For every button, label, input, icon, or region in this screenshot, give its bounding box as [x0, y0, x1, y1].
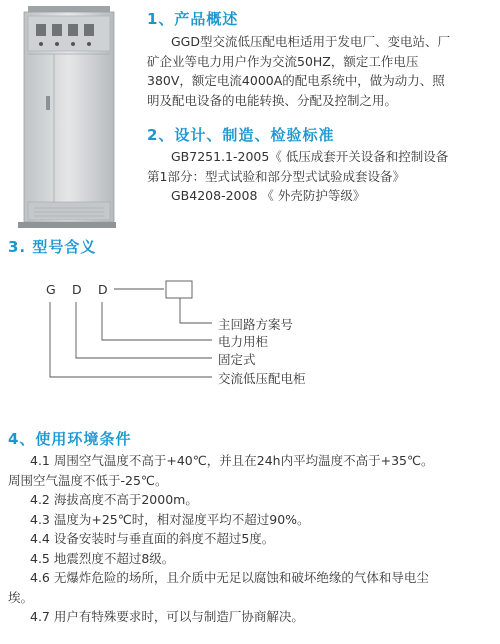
- model-diagram: [0, 280, 500, 395]
- text-line: GB7251.1-2005《 低压成套开关设备和控制设备: [171, 149, 449, 164]
- section4-title: 4、使用环境条件: [8, 430, 132, 448]
- model-label-power: 电力用柜: [218, 334, 269, 349]
- text-line: 4.7 用户有特殊要求时，可以与制造厂协商解决。: [30, 609, 304, 624]
- model-char-d1: D: [72, 282, 82, 297]
- text-line: 明及配电设备的电能转换、分配及控制之用。: [147, 92, 398, 108]
- model-label-circuit: 主回路方案号: [218, 317, 294, 332]
- section2-body: [147, 147, 448, 206]
- text-line: 矿企业等电力用户作为交流50HZ，额定工作电压: [147, 53, 419, 69]
- section1-title: 1、产品概述: [147, 10, 239, 28]
- text-line: 第1部分：型式试验和部分型式试验成套设备》: [147, 168, 405, 184]
- text-line: 4.3 温度为+25℃时，相对湿度平均不超过90%。: [30, 511, 310, 527]
- cabinet-image: [18, 6, 116, 228]
- text-line: 埃。: [8, 589, 34, 605]
- text-line: 4.4 设备安装时与垂直面的斜度不超过5度。: [30, 531, 275, 546]
- model-char-g: G: [46, 282, 56, 297]
- text-line: 4.2 海拔高度不高于2000m。: [30, 492, 198, 507]
- text-line: 4.5 地震烈度不超过8级。: [30, 550, 175, 566]
- section4-body: [8, 451, 434, 627]
- text-line: 周围空气温度不低于-25℃。: [8, 472, 168, 488]
- model-char-d2: D: [98, 282, 108, 297]
- section2-title: 2、设计、制造、检验标准: [147, 126, 335, 144]
- text-line: GGD型交流低压配电柜适用于发电厂、变电站、厂: [171, 34, 450, 49]
- text-line: 380V，额定电流4000A的配电系统中，做为动力、照: [147, 73, 445, 88]
- section3-title: 3. 型号含义: [8, 238, 97, 256]
- text-line: 4.1 周围空气温度不高于+40℃，并且在24h内平均温度不高于+35℃。: [30, 453, 434, 468]
- model-label-fixed: 固定式: [218, 352, 256, 367]
- text-line: GB4208-2008 《 外壳防护等级》: [171, 188, 366, 203]
- text-line: 4.6 无爆炸危险的场所，且介质中无足以腐蚀和破坏绝缘的气体和导电尘: [30, 570, 429, 585]
- section1-body: [147, 32, 450, 110]
- model-label-ac: 交流低压配电柜: [218, 371, 306, 386]
